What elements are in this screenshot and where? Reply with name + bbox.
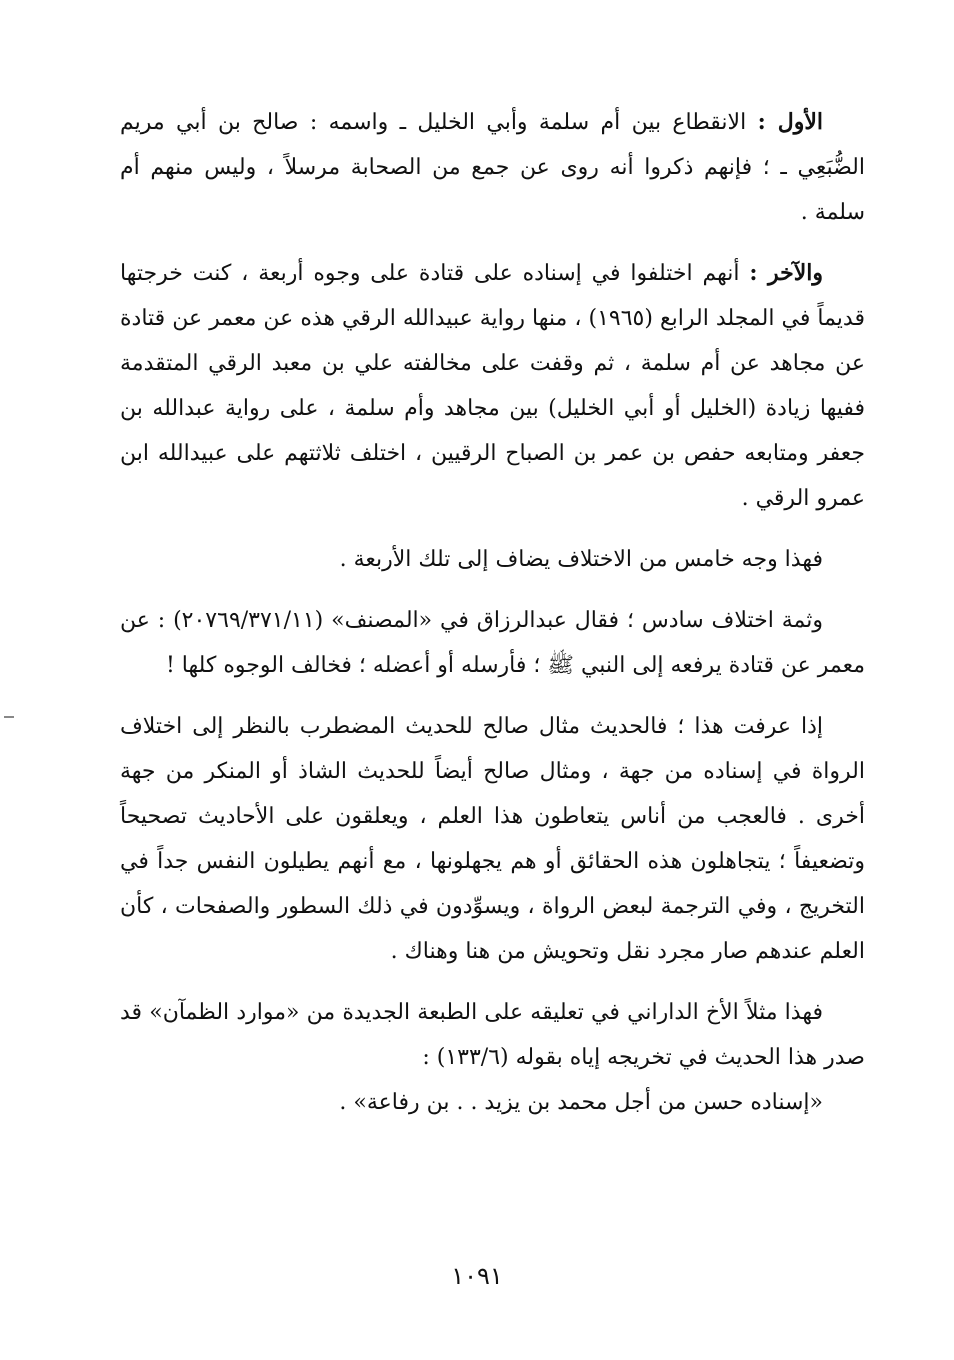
paragraph-second [120, 251, 865, 521]
paragraph-fifth-way: فهذا وجه خامس من الاختلاف يضاف إلى تلك الأربعة . [339, 547, 823, 572]
paragraph-text: الانقطاع بين أم سلمة وأبي الخليل ـ واسمه : صالح بن أبي مريم الضُّبَعِي ـ ؛ فإنهم ذكروا أنه روى عن جمع من الصحابة مرسلاً ، وليس منهم أم سلمة . [120, 110, 865, 225]
scan-mark [4, 716, 14, 718]
paragraph-sixth-way: وثمة اختلاف سادس ؛ فقال عبدالرزاق في «المصنف» (٢٠٧٦٩/٣٧١/١١) : عن معمر عن قتادة يرفعه إلى النبي ﷺ ؛ فأرسله أو أعضله ؛ فخالف الوجوه كلها ! [120, 608, 865, 678]
paragraph-darani: فهذا مثلاً الأخ الداراني في تعليقه على الطبعة الجديدة من «موارد الظمآن» قد صدر هذا الحديث في تخريجه إياه بقوله (١٣٣/٦) : [120, 1000, 865, 1070]
paragraph-quote: «إسناده حسن من أجل محمد بن يزيد . . بن رفاعة» . [339, 1090, 823, 1115]
paragraph-text: أنهم اختلفوا في إسناده على قتادة على وجوه أربعة ، كنت خرجتها قديماً في المجلد الرابع (١٩٦٥) ، منها رواية عبيدالله الرقي هذه عن معمر عن قتادة عن مجاهد عن أم سلمة ، ثم وقفت على مخالفته علي بن معبد الرقي المتقدمة ففيها زيادة (الخليل أو أبي الخليل) بين مجاهد وأم سلمة ، على رواية عبدالله بن جعفر ومتابعه حفص بن عمر بن الصباح الرقيين ، اختلف ثلاثتهم على عبيدالله ابن عمرو الرقي . [120, 261, 865, 511]
paragraph-analysis: إذا عرفت هذا ؛ فالحديث مثال صالح للحديث المضطرب بالنظر إلى اختلاف الرواة في إسناده من جهة ، ومثال صالح أيضاً للحديث الشاذ أو المنكر من جهة أخرى . فالعجب من أناس يتعاطون هذا العلم ، ويعلقون على الأحاديث تصحيحاً وتضعيفاً ؛ يتجاهلون هذه الحقائق أو هم يجهلونها ، مع أنهم يطيلون النفس جداً في التخريج ، وفي الترجمة لبعض الرواة ، ويسوِّدون في ذلك السطور والصفحات ، كأن العلم عندهم صار مجرد نقل وتحويش من هنا وهناك . [120, 714, 865, 964]
page-number: ١٠٩١ [451, 1262, 503, 1290]
paragraph-lead: الأول : [757, 109, 823, 135]
paragraph-lead: والآخر : [749, 260, 823, 286]
paragraph-first [120, 100, 865, 235]
body-text [120, 100, 865, 1141]
